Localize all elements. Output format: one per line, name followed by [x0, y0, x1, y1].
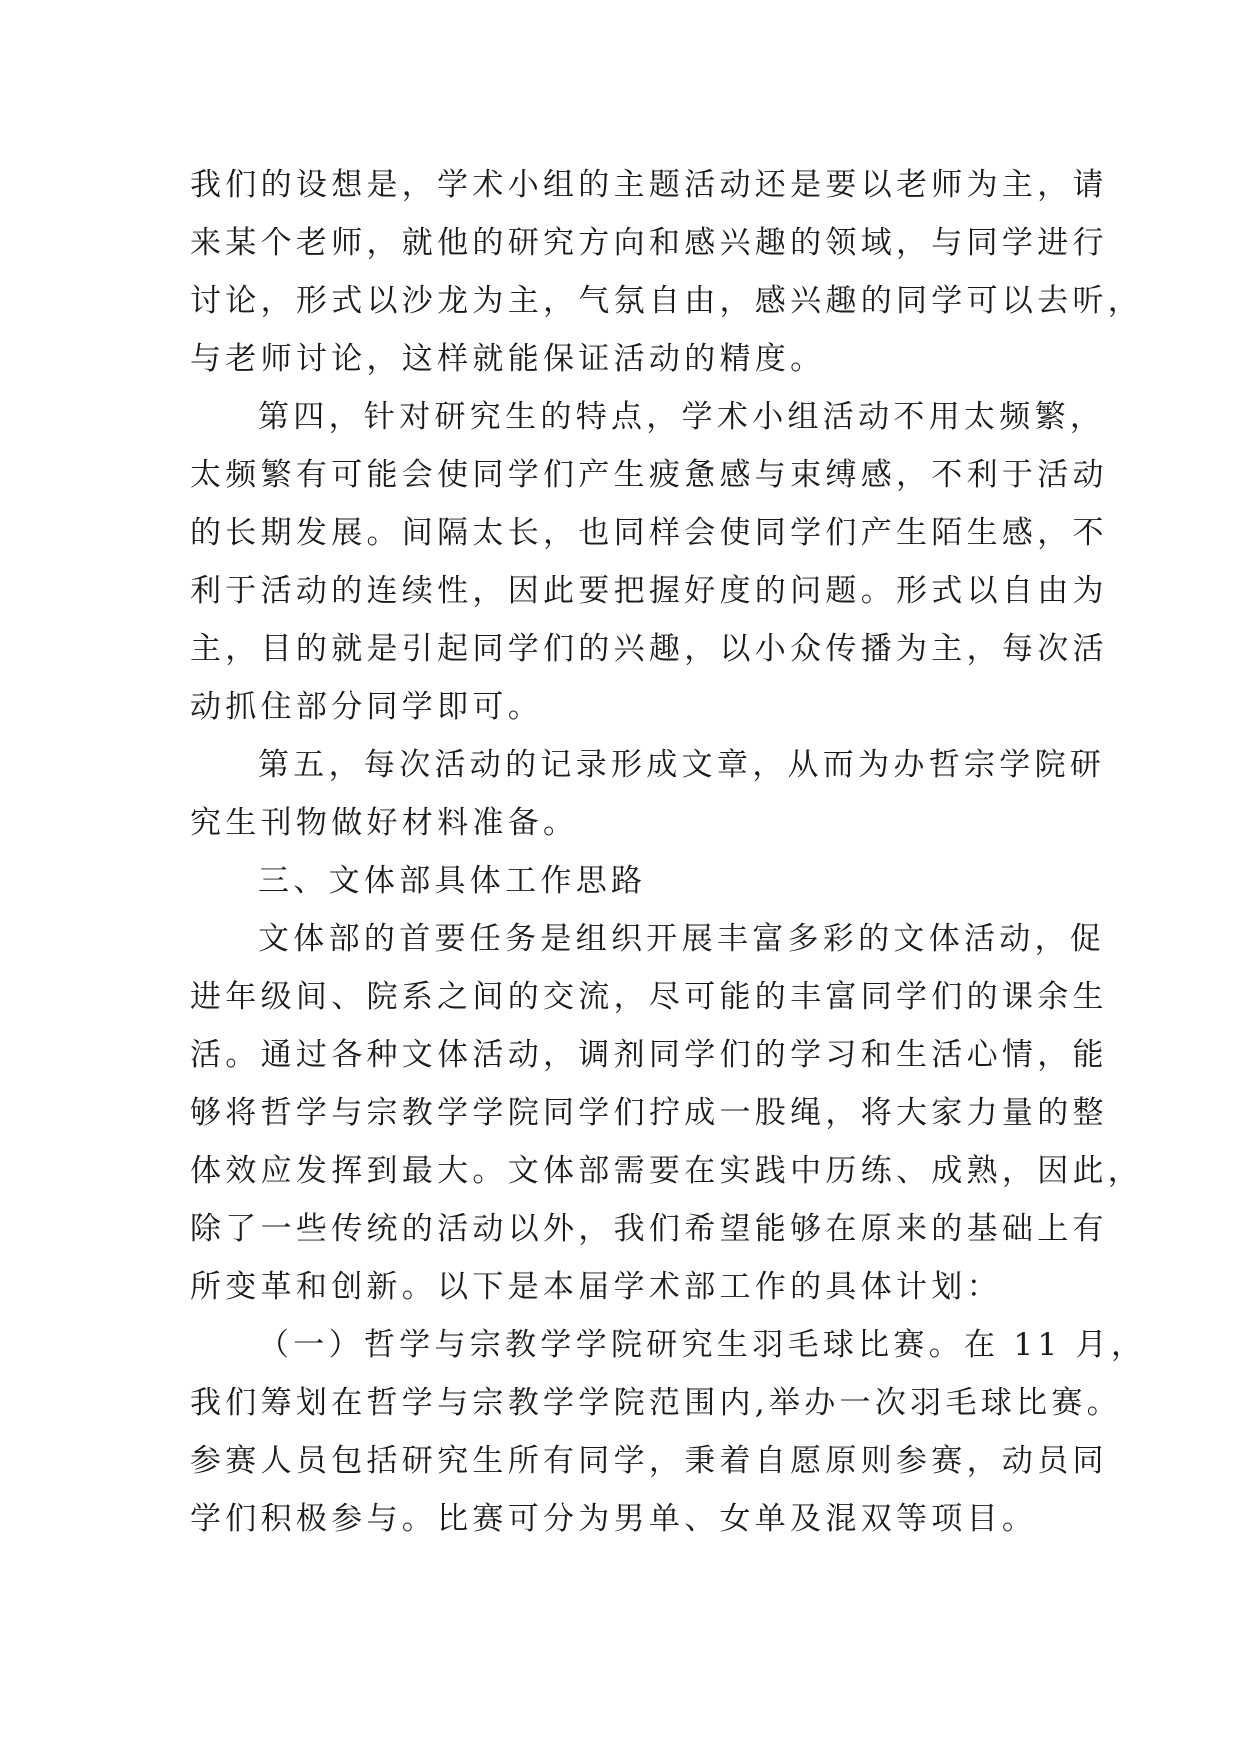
- document-body: [190, 156, 1147, 1548]
- text-line: 讨论，形式以沙龙为主，气氛自由，感兴趣的同学可以去听，: [190, 283, 1144, 319]
- text-line: 够将哲学与宗教学学院同学们拧成一股绳，将大家力量的整: [190, 1095, 1108, 1131]
- text-line: 参赛人员包括研究生所有同学，秉着自愿原则参赛，动员同: [190, 1443, 1108, 1479]
- text-line: 进年级间、院系之间的交流，尽可能的丰富同学们的课余生: [190, 979, 1108, 1015]
- text-line: 我们筹划在哲学与宗教学学院范围内,举办一次羽毛球比赛。: [190, 1385, 1122, 1421]
- paragraph-start-line: 第四，针对研究生的特点，学术小组活动不用太频繁，: [258, 399, 1106, 435]
- text-line: 与老师讨论，这样就能保证活动的精度。: [190, 341, 826, 377]
- text-line: 究生刊物做好材料准备。: [190, 805, 579, 841]
- text-line: 的长期发展。间隔太长，也同样会使同学们产生陌生感，不: [190, 515, 1108, 551]
- text-line: 体效应发挥到最大。文体部需要在实践中历练、成熟，因此，: [190, 1153, 1144, 1189]
- text-line: 主，目的就是引起同学们的兴趣，以小众传播为主，每次活: [190, 631, 1108, 667]
- paragraph-start-line: 文体部的首要任务是组织开展丰富多彩的文体活动，促: [258, 921, 1106, 957]
- text-line: 利于活动的连续性，因此要把握好度的问题。形式以自由为: [190, 573, 1108, 609]
- paragraph-start-line: （一）哲学与宗教学学院研究生羽毛球比赛。在 11 月，: [258, 1327, 1147, 1363]
- text-line: 除了一些传统的活动以外，我们希望能够在原来的基础上有: [190, 1211, 1108, 1247]
- paragraph-start-line: 第五，每次活动的记录形成文章，从而为办哲宗学院研: [258, 747, 1106, 783]
- text-line: 学们积极参与。比赛可分为男单、女单及混双等项目。: [190, 1501, 1038, 1537]
- text-line: 动抓住部分同学即可。: [190, 689, 543, 725]
- text-line: 太频繁有可能会使同学们产生疲惫感与束缚感，不利于活动: [190, 457, 1108, 493]
- text-line: 活。通过各种文体活动，调剂同学们的学习和生活心情，能: [190, 1037, 1108, 1073]
- section-heading: 三、文体部具体工作思路: [258, 863, 647, 899]
- text-line: 所变革和创新。以下是本届学术部工作的具体计划：: [190, 1269, 1002, 1305]
- text-line: 我们的设想是，学术小组的主题活动还是要以老师为主，请: [190, 167, 1108, 203]
- text-line: 来某个老师，就他的研究方向和感兴趣的领域，与同学进行: [190, 225, 1108, 261]
